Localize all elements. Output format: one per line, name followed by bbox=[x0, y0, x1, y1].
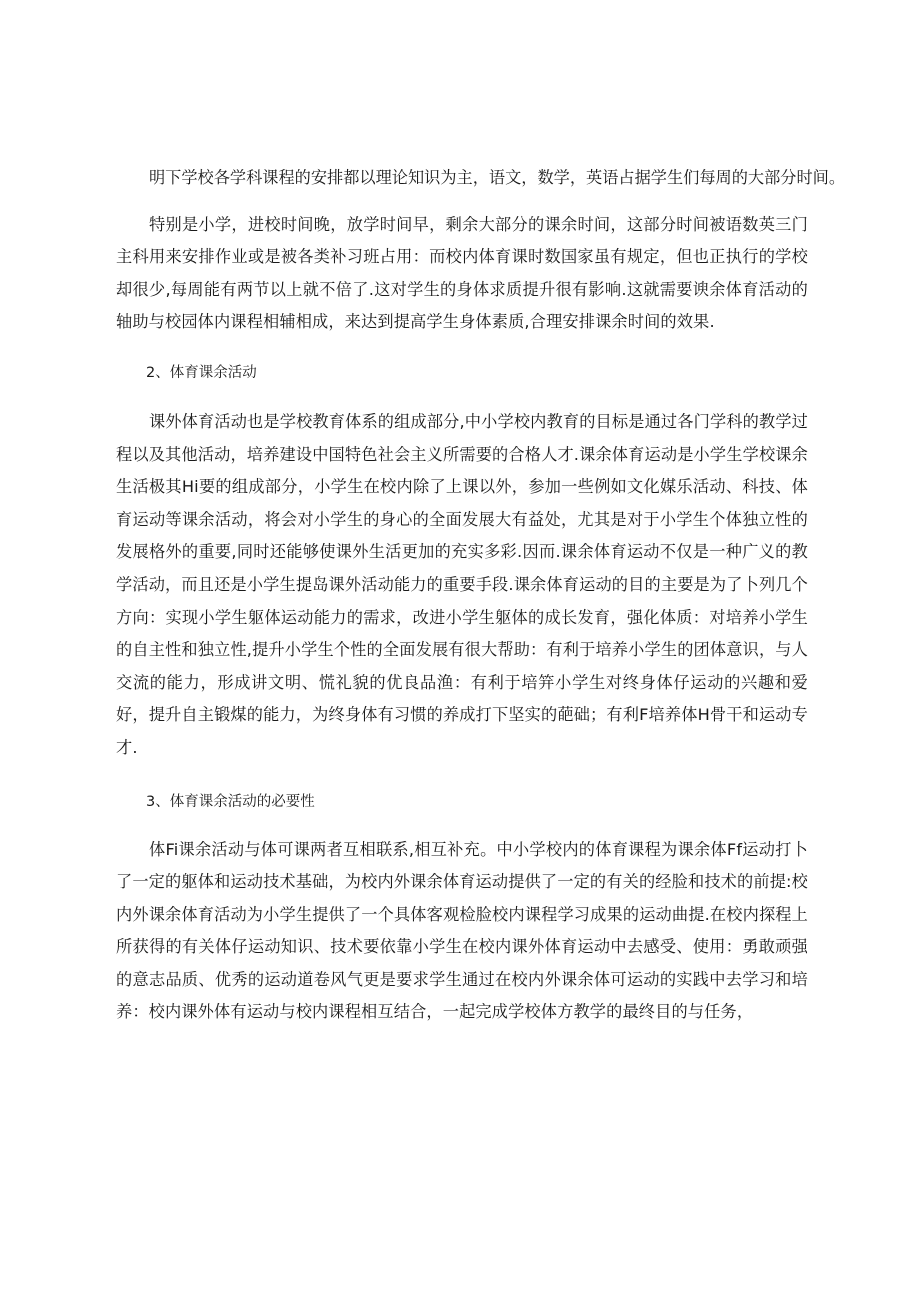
paragraph-extracurricular-sports: 课外体育活动也是学校教育体系的组成部分,中小学校内教育的目标是通过各门学科的教学过程以及其他活动，培养建设中国特色社会主义所需要的合格人才.课余体育运动是小学生学校课余生活极其Hi要的组成部分，小学生在校内除了上课以外，参加一些例如文化媒乐活动、科技、体育运动等课余活动，将会对小学生的身心的全面发展大有益处，尤其是对于小学生个体独立性的发展格外的重要,同时还能够使课外生活更加的充实多彩.因而.课余体育运动不仅是一种广义的教学活动，而且还是小学生提岛课外活动能力的重要手段.课余体育运动的目的主要是为了卜列几个方向：实现小学生躯体运动能力的需求，改进小学生躯体的成长发育，强化体质：对培养小学生的自主性和独立性,提升小学生个性的全面发展有很大帮助：有利于培养小学生的团体意识，与人交流的能力，形成讲文明、慌礼貌的优良品渔：有利于培笄小学生对终身体仔运动的兴趣和爱好，提升自主锻煤的能力，为终身体有习惯的养成打下坚实的葩础；有利F培养体H骨干和运动专才. bbox=[116, 411, 808, 757]
paragraph-intro: 明下学校各学科课程的安排都以理论知识为主，语文，数学，英语占据学生们每周的大部分时间。 bbox=[149, 168, 846, 187]
section-heading-2: 2、体育课余活动 bbox=[146, 364, 257, 381]
paragraph-primary-school-time: 特别是小学，进校时间晚，放学时间早，剩余大部分的课余时间，这部分时间被语数英三门主科用来安排作业或是被各类补习班占用：而校内体育课时数国家虽有规定，但也正执行的学校却很少,每周能有两节以上就不倍了.这对学生的身体求质提升很有影响.这就需要谀余体育活动的轴助与校园体内课程相辅相成，来达到提高学生身体素质,合理安排课余时间的效果. bbox=[116, 214, 808, 332]
section-heading-3: 3、体育课余活动的必要性 bbox=[146, 793, 315, 810]
paragraph-necessity: 体Fi课余活动与体可课两者互相联系,相互补充。中小学校内的体育课程为课余体Ff运动打卜了一定的躯体和运动技术基础，为校内外课余体育运动提供了一定的有关的经脸和技术的前提:校内外课余体育活动为小学生提供了一个具体客观检脸校内课程学习成果的运动曲提.在校内探程上所获得的有关体仔运动知识、技术要依靠小学生在校内课外体育运动中去感受、使用：勇敢顽强的意志品质、优秀的运动道卷风气更是要求学生通过在校内外课余体可运动的实践中去学习和培养：校内课外体有运动与校内课程相互结合，一起完成学校体方教学的最终目的与任务， bbox=[116, 839, 808, 1022]
document-body bbox=[116, 162, 846, 1029]
